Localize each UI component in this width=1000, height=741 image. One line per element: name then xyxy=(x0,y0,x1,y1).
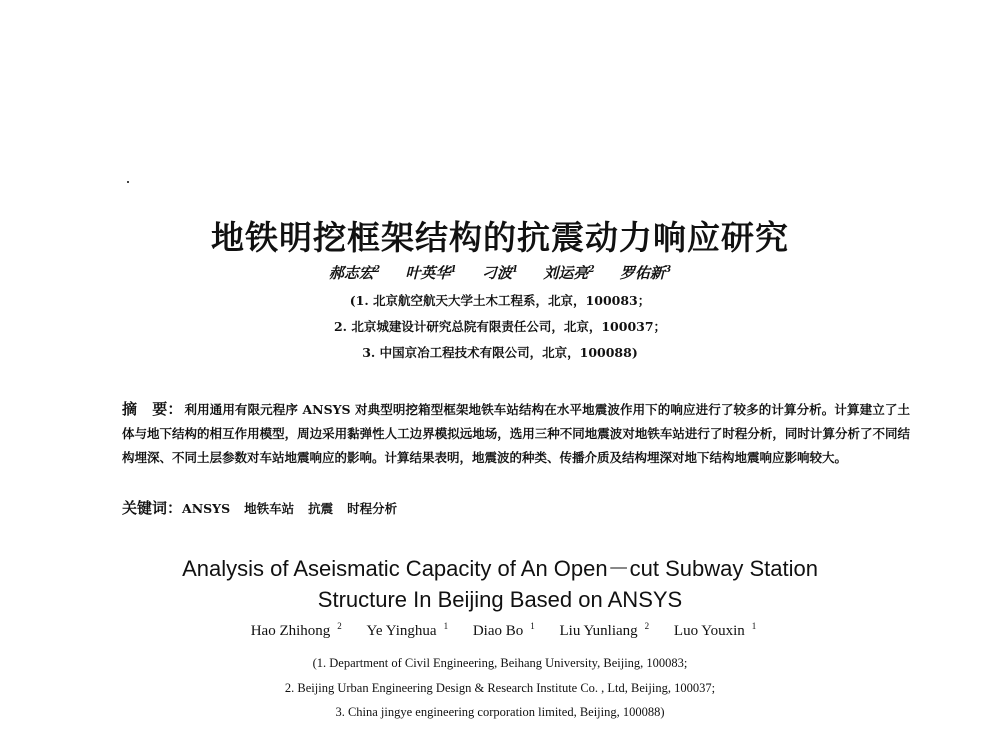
keywords-label: 关键词： xyxy=(122,499,183,517)
chinese-author: 郝志宏$^2$ xyxy=(328,264,381,282)
english-affiliation-1: (1. Department of Civil Engineering, Beihang University, Beijing, 100083; xyxy=(312,656,688,670)
english-author: Ye Yinghua $^1$ xyxy=(366,621,449,639)
speck-mark xyxy=(127,181,129,183)
keyword: ANSYS xyxy=(182,501,231,516)
chinese-author: 刘运亮$^2$ xyxy=(543,264,595,282)
chinese-abstract xyxy=(122,397,910,470)
abstract-text: 利用通用有限元程序 ANSYS 对典型明挖箱型框架地铁车站结构在水平地震波作用下的响应进行了较多的计算分析。计算建立了土体与地下结构的相互作用模型，周边采用黏弹性人工边界模拟远地场，选用三种不同地震波对地铁车站进行了时程分析，同时计算分析了不同结构埋深、不同土层参数对车站地震响应的影响。计算结果表明，地震波的种类、传播介质及结构埋深对地下结构地震响应影响较大。 xyxy=(122,402,910,465)
keyword: 时程分析 xyxy=(347,501,398,516)
english-author: Hao Zhihong $^2$ xyxy=(250,621,342,639)
english-title-line-2: Structure In Beijing Based on ANSYS xyxy=(317,587,683,612)
chinese-author: 罗佑新$^3$ xyxy=(619,264,672,282)
abstract-label: 摘 要： xyxy=(122,400,183,418)
chinese-author-list xyxy=(0,262,1000,283)
english-title-line-1: Analysis of Aseismatic Capacity of An Open－cut Subway Station xyxy=(182,556,818,581)
english-author-list xyxy=(0,623,1000,640)
chinese-author: 叶英华$^1$ xyxy=(405,264,457,282)
chinese-author: 刁波$^1$ xyxy=(481,264,519,282)
english-author: Diao Bo $^1$ xyxy=(472,621,535,639)
chinese-title: 地铁明挖框架结构的抗震动力响应研究 xyxy=(211,218,789,257)
english-affiliation-3: 3. China jingye engineering corporation limited, Beijing, 100088) xyxy=(335,705,665,719)
chinese-keywords xyxy=(122,497,411,518)
chinese-affiliation-3: 3. 中国京冶工程技术有限公司，北京，100088) xyxy=(362,345,638,360)
keyword: 抗震 xyxy=(308,501,334,516)
chinese-affiliation-1: (1. 北京航空航天大学土木工程系，北京，100083； xyxy=(349,293,651,308)
english-author: Luo Youxin $^1$ xyxy=(673,621,757,639)
english-affiliation-2: 2. Beijing Urban Engineering Design & Research Institute Co. , Ltd, Beijing, 100037; xyxy=(284,681,716,695)
keyword: 地铁车站 xyxy=(244,501,295,516)
chinese-affiliation-2: 2. 北京城建设计研究总院有限责任公司，北京，100037； xyxy=(333,319,667,334)
english-author: Liu Yunliang $^2$ xyxy=(559,621,650,639)
